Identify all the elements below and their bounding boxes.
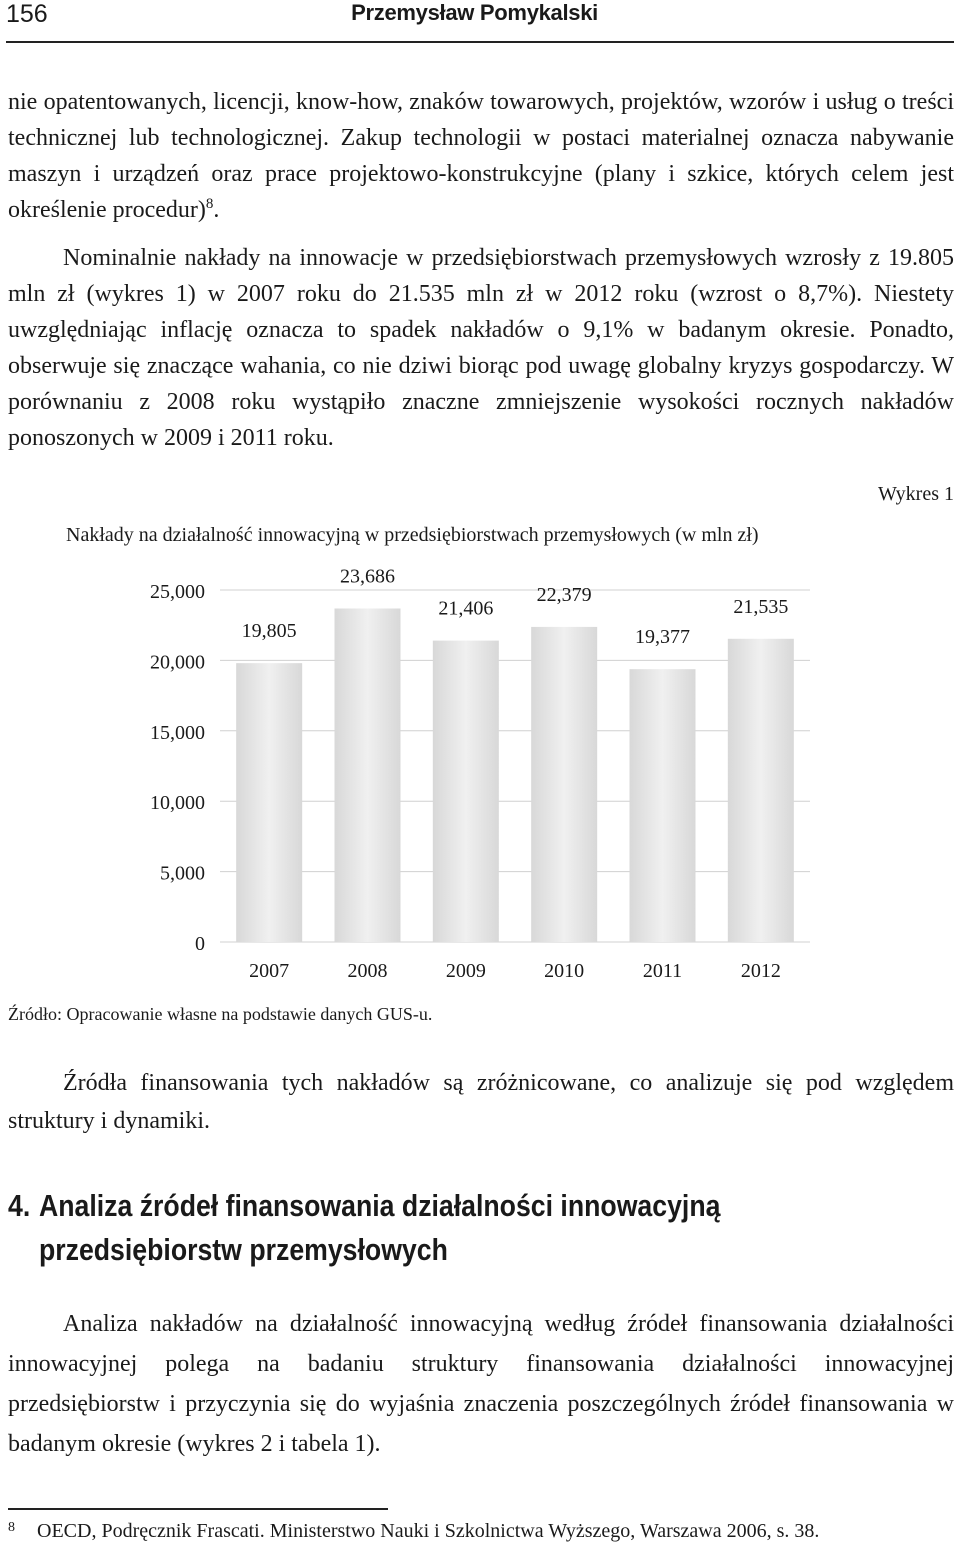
paragraph-1 — [8, 84, 954, 228]
chart-bars — [236, 609, 794, 942]
y-tick-label: 15,000 — [150, 721, 205, 744]
figure-source: Źródło: Opracowanie własne na podstawie danych GUS-u. — [8, 1004, 433, 1024]
footnote-number: 8 — [8, 1520, 15, 1535]
chart-data-labels — [242, 566, 789, 649]
y-tick-label: 0 — [195, 933, 205, 955]
chart-title: Nakłady na działalność innowacyjną w przedsiębiorstwach przemysłowych (w mln zł) — [66, 524, 759, 546]
chart-x-ticks — [249, 960, 781, 982]
y-tick-label: 10,000 — [150, 792, 205, 815]
x-tick-label: 2012 — [740, 960, 781, 982]
chart-gridlines — [220, 590, 810, 942]
footnote-text: OECD, Podręcznik Frascati. Ministerstwo Nauki i Szkolnictwa Wyższego, Warszawa 2006, s. 38. — [37, 1520, 820, 1542]
paragraph-3: Źródła finansowania tych nakładów są zróżnicowane, co analizuje się pod względem struktury i dynamiki. — [8, 1070, 954, 1134]
x-tick-label: 2007 — [249, 960, 290, 982]
paragraph-1-end: . — [213, 197, 220, 223]
bar-2008 — [335, 609, 401, 942]
data-label: 21,535 — [733, 595, 789, 618]
x-tick-label: 2010 — [544, 960, 585, 982]
bar-2007 — [236, 663, 302, 942]
bar-chart — [0, 560, 960, 1000]
bar-2009 — [433, 641, 499, 942]
data-label: 19,805 — [241, 620, 297, 643]
y-tick-label: 20,000 — [150, 651, 205, 674]
x-tick-label: 2011 — [642, 960, 683, 982]
running-header — [0, 0, 960, 44]
data-label: 23,686 — [340, 565, 395, 588]
section-title-line-2: przedsiębiorstw przemysłowych — [38, 1232, 448, 1267]
data-label: 22,379 — [536, 583, 592, 606]
footnote-ref[interactable]: 8 — [205, 196, 214, 212]
paragraph-1-text: nie opatentowanych, licencji, know-how, znaków towarowych, projektów, wzorów i usług o treści technicznej lub technologicznej. Zakup technologii w postaci materialnej oznacza nabywanie maszyn i urządzeń oraz prace projektowo-konstrukcyjne (plany i szkice, których celem jest określenie procedur) — [8, 89, 954, 223]
x-tick-label: 2008 — [347, 960, 388, 982]
data-label: 21,406 — [438, 597, 494, 620]
chart-y-ticks — [150, 581, 205, 955]
bar-2010 — [531, 627, 597, 942]
page-number: 156 — [6, 0, 48, 28]
figure-label: Wykres 1 — [878, 483, 954, 505]
section-heading — [8, 1184, 937, 1272]
data-label: 19,377 — [635, 626, 690, 649]
section-number: 4. — [8, 1188, 31, 1223]
footnote-rule — [8, 1508, 388, 1510]
bar-2011 — [630, 669, 696, 942]
section-title-line-1: Analiza źródeł finansowania działalności innowacyjną — [38, 1188, 721, 1223]
footnote — [8, 1520, 819, 1543]
header-author: Przemysław Pomykalski — [351, 0, 598, 25]
paragraph-4: Analiza nakładów na działalność innowacyjną według źródeł finansowania działalności innowacyjnej polega na badaniu struktury finansowania działalności innowacyjnej przedsiębiorstw i przyczynia się do wyjaśnia znaczenia poszczególnych źródeł finansowania w badanym okresie (wykres 2 i tabela 1). — [8, 1311, 954, 1457]
y-tick-label: 25,000 — [150, 581, 205, 603]
paragraph-2: Nominalnie nakłady na innowacje w przedsiębiorstwach przemysłowych wzrosły z 19.805 mln zł (wykres 1) w 2007 roku do 21.535 mln zł w 2012 roku (wzrost o 8,7%). Niestety uwzględniając inflację oznacza to spadek nakładów o 9,1% w badanym okresie. Ponadto, obserwuje się znaczące wahania, co nie dziwi biorąc pod uwagę globalny kryzys gospodarczy. W porównaniu z 2008 roku wystąpiło znaczne zmniejszenie wysokości rocznych nakładów ponoszonych w 2009 i 2011 roku. — [8, 245, 954, 451]
bar-2012 — [728, 639, 794, 942]
header-rule — [6, 41, 954, 43]
x-tick-label: 2009 — [445, 960, 486, 982]
y-tick-label: 5,000 — [160, 862, 205, 885]
